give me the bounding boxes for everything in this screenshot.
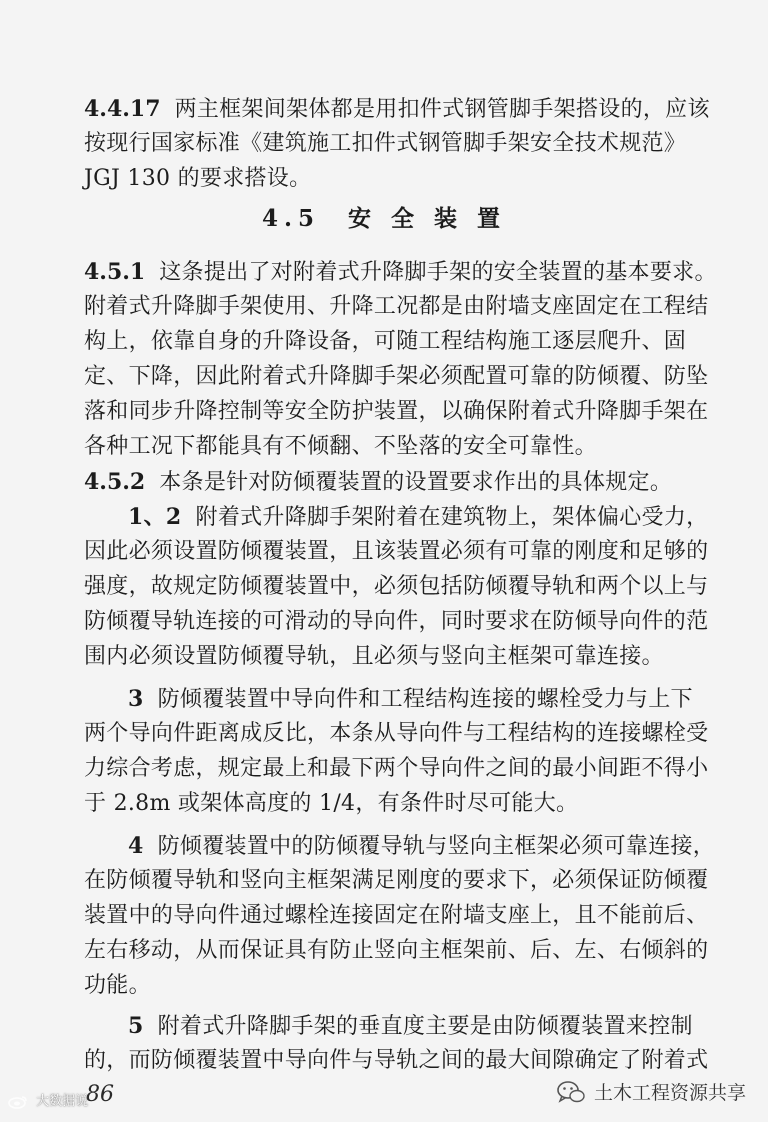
text-line: 附着式升降脚手架使用、升降工况都是由附墙支座固定在工程结	[84, 294, 709, 319]
watermark-right: 土木工程资源共享	[556, 1078, 746, 1105]
text-line: 3 防倾覆装置中导向件和工程结构连接的螺栓受力与上下	[128, 686, 693, 712]
item-number: 4	[128, 833, 144, 859]
text-line: 力综合考虑，规定最上和最下两个导向件之间的最小间距不得小	[84, 756, 709, 781]
text-line: 4.5.1 这条提出了对附着式升降脚手架的安全装置的基本要求。	[84, 259, 717, 285]
text-line: 左右移动，从而保证具有防止竖向主框架前、后、左、右倾斜的	[84, 938, 709, 963]
clause-number: 4.4.17	[84, 96, 161, 122]
text-line: 因此必须设置防倾覆装置，且该装置必须有可靠的刚度和足够的	[84, 539, 709, 564]
section-heading: 4.5 安 全 装 置	[261, 205, 507, 232]
item-number: 3	[128, 686, 144, 712]
text-line: 于 2.8m 或架体高度的 1/4，有条件时尽可能大。	[84, 791, 579, 816]
text-line: 围内必须设置防倾覆导轨，且必须与竖向主框架可靠连接。	[84, 644, 664, 669]
text-line: 在防倾覆导轨和竖向主框架满足刚度的要求下，必须保证防倾覆	[84, 868, 709, 893]
item-number: 5	[128, 1013, 144, 1039]
text-line: 4.4.17 两主框架间架体都是用扣件式钢管脚手架搭设的，应该	[84, 96, 710, 122]
wechat-logo-icon	[556, 1079, 586, 1105]
text-line: 5 附着式升降脚手架的垂直度主要是由防倾覆装置来控制	[128, 1013, 693, 1039]
text-line: 1、2 附着式升降脚手架附着在建筑物上，架体偏心受力，	[128, 504, 709, 530]
text-line: 的，而防倾覆装置中导向件与导轨之间的最大间隙确定了附着式	[84, 1048, 709, 1073]
item-number: 1、2	[128, 504, 182, 530]
clause-number: 4.5.2	[84, 469, 146, 495]
text-line: 两个导向件距离成反比，本条从导向件与工程结构的连接螺栓受	[84, 721, 709, 746]
text-line: 构上，依靠自身的升降设备，可随工程结构施工逐层爬升、固	[84, 329, 687, 354]
text-line: 定、下降，因此附着式升降脚手架必须配置可靠的防倾覆、防坠	[84, 364, 709, 389]
page-number: 86	[86, 1082, 114, 1107]
text-line: 各种工况下都能具有不倾翻、不坠落的安全可靠性。	[84, 434, 597, 459]
text-line: 4.5.2 本条是针对防倾覆装置的设置要求作出的具体规定。	[84, 469, 673, 495]
text-line: 装置中的导向件通过螺栓连接固定在附墙支座上，且不能前后、	[84, 903, 709, 928]
watermark-left: 大数据说	[8, 1090, 88, 1109]
clause-number: 4.5.1	[84, 259, 146, 285]
text-line: 4 防倾覆装置中的防倾覆导轨与竖向主框架必须可靠连接，	[128, 833, 716, 859]
text-line: 功能。	[84, 973, 151, 998]
text-line: JGJ 130 的要求搭设。	[84, 166, 312, 191]
text-line: 强度，故规定防倾覆装置中，必须包括防倾覆导轨和两个以上与	[84, 574, 709, 599]
text-line: 防倾覆导轨连接的可滑动的导向件，同时要求在防倾导向件的范	[84, 609, 709, 634]
weibo-logo-icon	[8, 1095, 28, 1109]
text-line: 按现行国家标准《建筑施工扣件式钢管脚手架安全技术规范》	[84, 131, 687, 156]
text-line: 落和同步升降控制等安全防护装置，以确保附着式升降脚手架在	[84, 399, 709, 424]
